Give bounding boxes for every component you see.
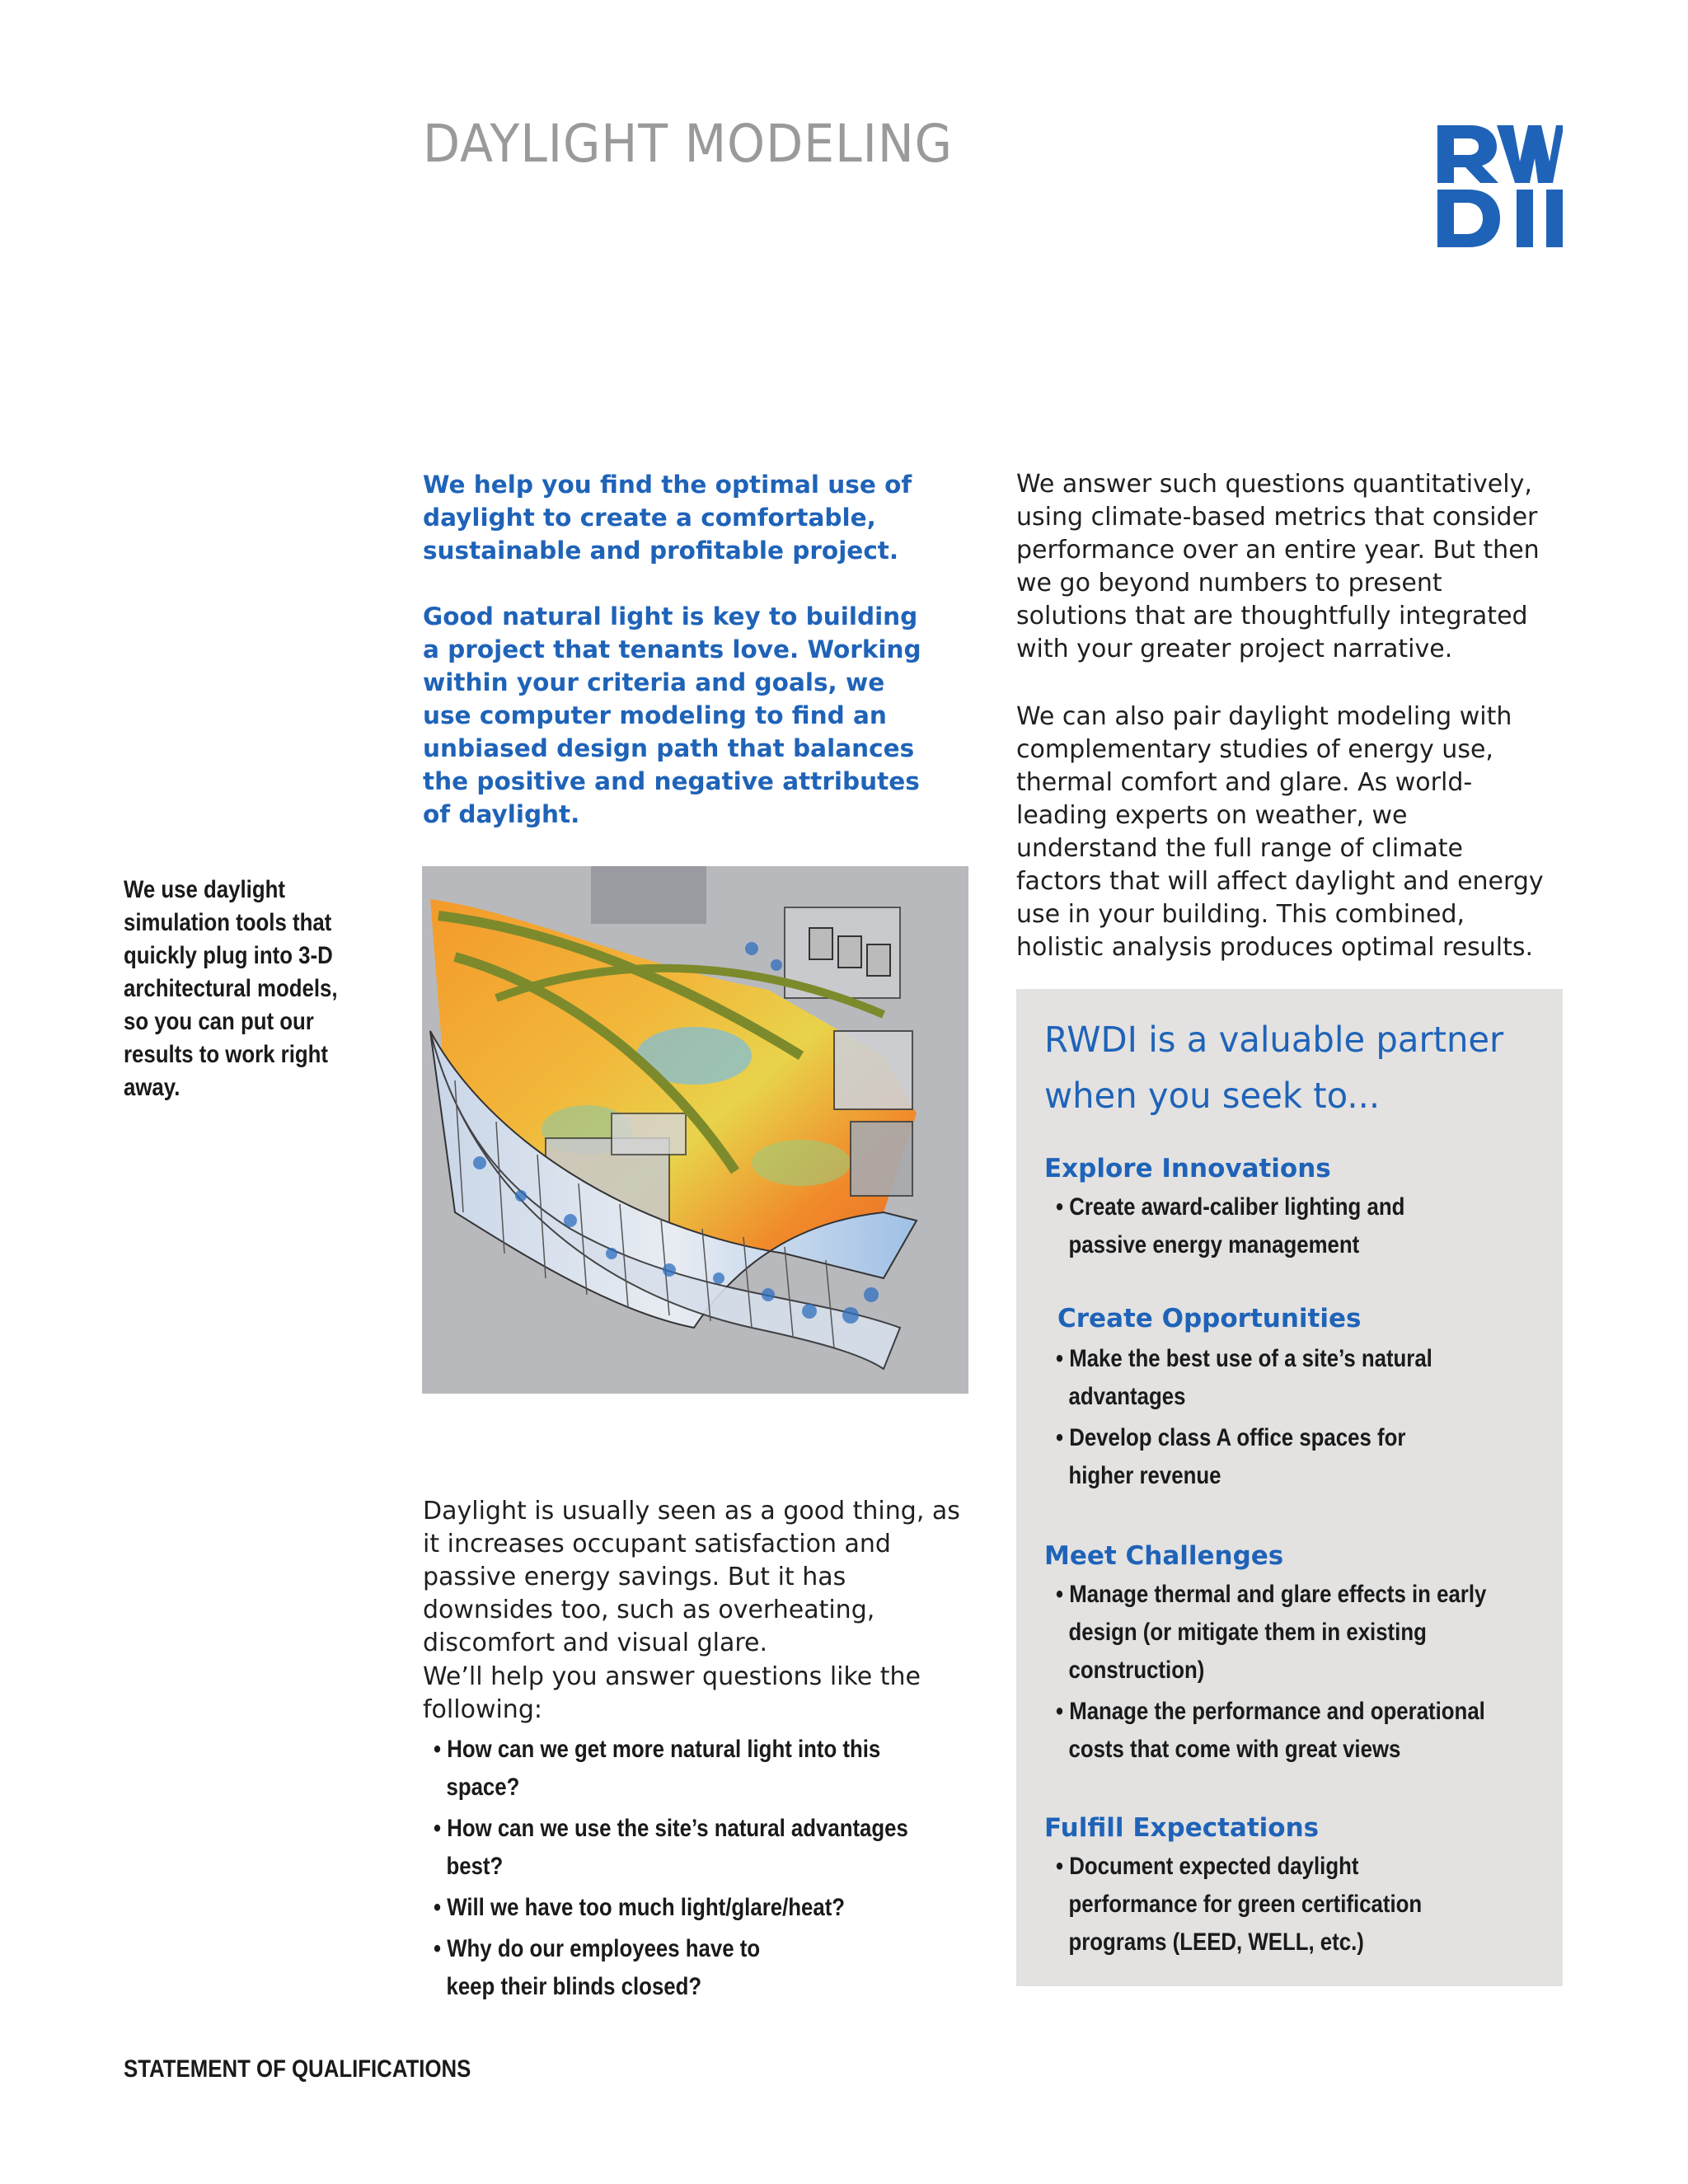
question-list: [434, 1731, 944, 2009]
bullet-list: [1056, 1340, 1453, 1498]
list-item: • Why do our employees have to keep their blinds closed?: [434, 1935, 761, 2000]
sidebar-caption: We use daylight simulation tools that quickly plug into 3-D architectural models, so you can put our results to work right away.: [124, 876, 338, 1101]
bullet-list: [1056, 1576, 1509, 1772]
section-heading: Create Opportunities: [1057, 1304, 1362, 1333]
list-item: • How can we use the site’s natural advantages best?: [434, 1815, 908, 1880]
lower-paragraph-2: We’ll help you answer questions like the following:: [423, 1662, 921, 1724]
section-heading: Fulfill Expectations: [1044, 1813, 1320, 1843]
footer-label: STATEMENT OF QUALIFICATIONS: [124, 2055, 471, 2083]
bullet-list: [1056, 1848, 1453, 1965]
section-heading: Explore Innovations: [1044, 1154, 1331, 1183]
lower-paragraph-1: Daylight is usually seen as a good thing, as it increases occupant satisfaction and passive energy savings. But it has downsides too, such as overheating, discomfort and visual glare.: [423, 1497, 960, 1657]
list-item: • Manage the performance and operational costs that come with great views: [1056, 1698, 1485, 1763]
list-item: • Manage thermal and glare effects in early design (or mitigate them in existing construction): [1056, 1581, 1487, 1684]
right-paragraph-2: We can also pair daylight modeling with complementary studies of energy use, thermal comfort and glare. As world-leading experts on weather, we understand the full range of climate factors that will affect daylight and energy use in your building. This combined, holistic analysis produces optimal results.: [1016, 702, 1544, 962]
list-item: • Document expected daylight performance for green certification programs (LEED, WELL, etc.): [1056, 1853, 1423, 1956]
rwdi-logo: [1437, 125, 1563, 247]
page-title: DAYLIGHT MODELING: [423, 114, 953, 174]
list-item: • How can we get more natural light into this space?: [434, 1736, 881, 1801]
right-paragraph-1: We answer such questions quantitatively, using climate-based metrics that consider performance over an entire year. But then we go beyond numbers to present solutions that are thoughtfully integrated with your greater project narrative.: [1016, 470, 1540, 663]
intro-paragraph: Good natural light is key to building a project that tenants love. Working within your criteria and goals, we use computer modeling to find an unbiased design path that balances the positive and negative attributes of daylight.: [423, 602, 921, 828]
list-item: • Create award-caliber lighting and passive energy management: [1056, 1193, 1405, 1258]
list-item: • Will we have too much light/glare/heat?: [434, 1894, 846, 1921]
partner-box-heading: RWDI is a valuable partner when you seek to...: [1044, 1019, 1504, 1117]
intro-lead: We help you find the optimal use of daylight to create a comfortable, sustainable and profitable project.: [423, 471, 912, 565]
list-item: • Make the best use of a site’s natural advantages: [1056, 1345, 1432, 1410]
list-item: • Develop class A office spaces for higher revenue: [1056, 1424, 1406, 1489]
daylight-simulation-image: [422, 866, 968, 1394]
section-heading: Meet Challenges: [1044, 1541, 1284, 1571]
bullet-list: [1056, 1188, 1453, 1268]
